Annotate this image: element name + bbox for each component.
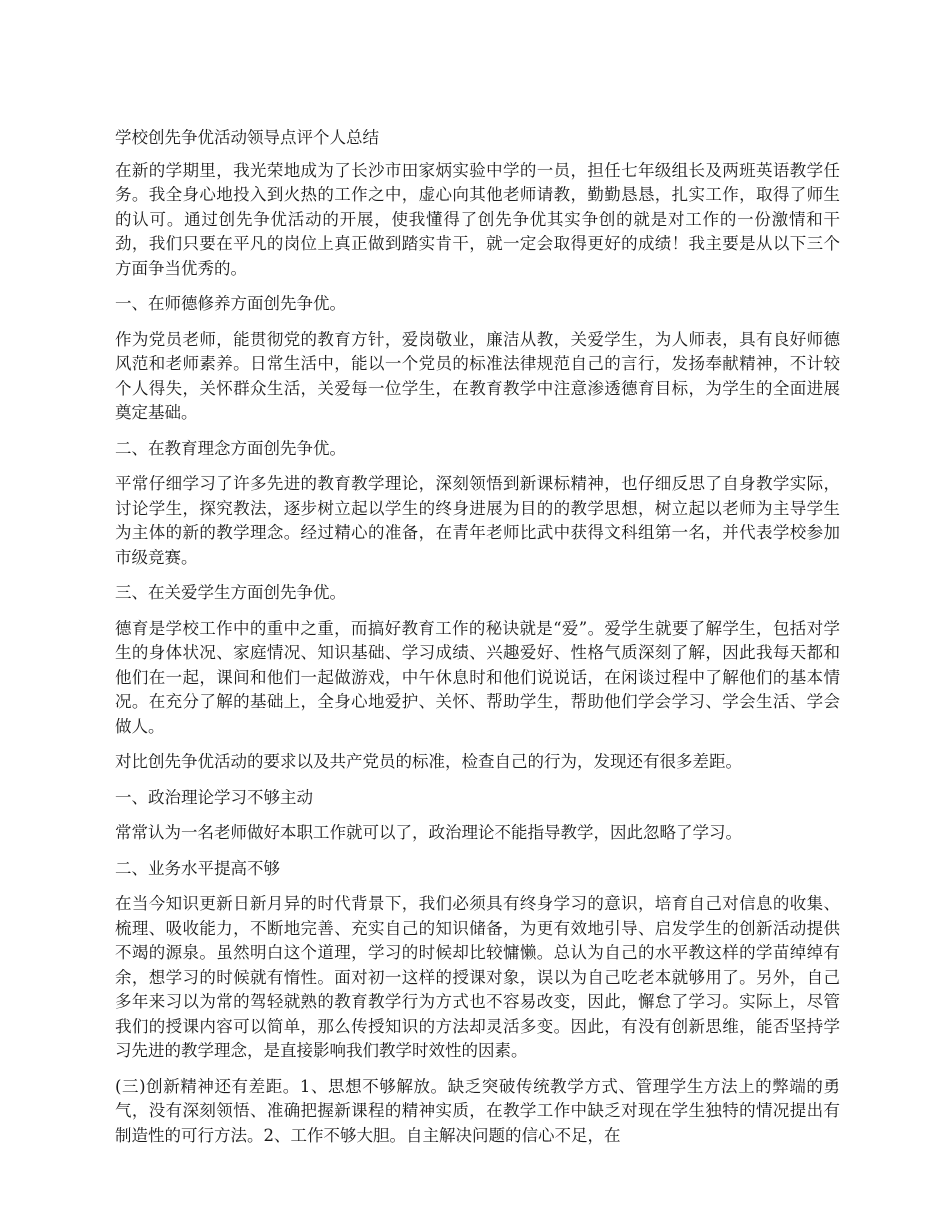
paragraph-care: 德育是学校工作中的重中之重，而搞好教育工作的秘诀就是“爱”。爱学生就要了解学生，包括对学生的身体状况、家庭情况、知识基础、学习成绩、兴趣爱好、性格气质深刻了解，因此我每天都和他们在一起，课间和他们一起做游戏，中午休息时和他们说说话，在闲谈过程中了解他们的基本情况。在充分了解的基础上，全身心地爱护、关怀、帮助学生，帮助他们学会学习、学会生活、学会做人。: [115, 618, 840, 736]
paragraph-innovation: (三)创新精神还有差距。1、思想不够解放。缺乏突破传统教学方式、管理学生方法上的弊端的勇气，没有深刻领悟、准确把握新课程的精神实质，在教学工作中缺乏对现在学生独特的情况提出有制造性的可行方法。2、工作不够大胆。自主解决问题的信心不足，在: [115, 1076, 840, 1145]
section-heading-politics: 一、政治理论学习不够主动: [115, 787, 313, 807]
paragraph-ethics: 作为党员老师，能贯彻党的教育方针，爱岗敬业，廉洁从教，关爱学生，为人师表，具有良好师德风范和老师素养。日常生活中，能以一个党员的标准法律规范自己的言行，发扬奉献精神，不计较个人得失，关怀群众生活，关爱每一位学生，在教育教学中注意渗透德育目标，为学生的全面进展奠定基础。: [115, 329, 840, 422]
paragraph-skills: 在当今知识更新日新月异的时代背景下，我们必须具有终身学习的意识，培育自己对信息的收集、梳理、吸收能力，不断地完善、充实自己的知识储备，为更有效地引导、启发学生的创新活动提供不竭的源泉。虽然明白这个道理，学习的时候却比较慵懒。总认为自己的水平教这样的学苗绰绰有余，想学习的时候就有惰性。面对初一这样的授课对象，误以为自己吃老本就够用了。另外，自己多年来习以为常的驾轻就熟的教育教学行为方式也不容易改变，因此，懈怠了学习。实际上，尽管我们的授课内容可以简单，那么传授知识的方法却灵活多变。因此，有没有创新思维，能否坚持学习先进的教学理念，是直接影响我们教学时效性的因素。: [115, 894, 840, 1060]
section-heading-care: 三、在关爱学生方面创先争优。: [115, 583, 346, 602]
section-heading-ethics: 一、在师德修养方面创先争优。: [115, 294, 346, 313]
section-heading-philosophy: 二、在教育理念方面创先争优。: [115, 438, 346, 458]
document-title: 学校创先争优活动领导点评个人总结: [115, 128, 379, 147]
document-page: [115, 126, 840, 1159]
paragraph-politics: 常常认为一名老师做好本职工作就可以了，政治理论不能指导教学，因此忽略了学习。: [115, 823, 742, 842]
paragraph-gap-summary: 对比创先争优活动的要求以及共产党员的标准，检查自己的行为，发现还有很多差距。: [115, 752, 742, 771]
paragraph-intro: 在新的学期里，我光荣地成为了长沙市田家炳实验中学的一员，担任七年级组长及两班英语教学任务。我全身心地投入到火热的工作之中，虚心向其他老师请教，勤勤恳恳，扎实工作，取得了师生的认可。通过创先争优活动的开展，使我懂得了创先争优其实争创的就是对工作的一份激情和干劲，我们只要在平凡的岗位上真正做到踏实肯干，就一定会取得更好的成绩！我主要是从以下三个方面争当优秀的。: [115, 160, 840, 278]
section-heading-skills: 二、业务水平提高不够: [115, 858, 280, 878]
paragraph-philosophy: 平常仔细学习了许多先进的教育教学理论，深刻领悟到新课标精神，也仔细反思了自身教学实际，讨论学生，探究教法，逐步树立起以学生的终身进展为目的的教学思想，树立起以老师为主导学生为主体的新的教学理念。经过精心的准备，在青年老师比武中获得文科组第一名，并代表学校参加市级竞赛。: [115, 474, 840, 567]
